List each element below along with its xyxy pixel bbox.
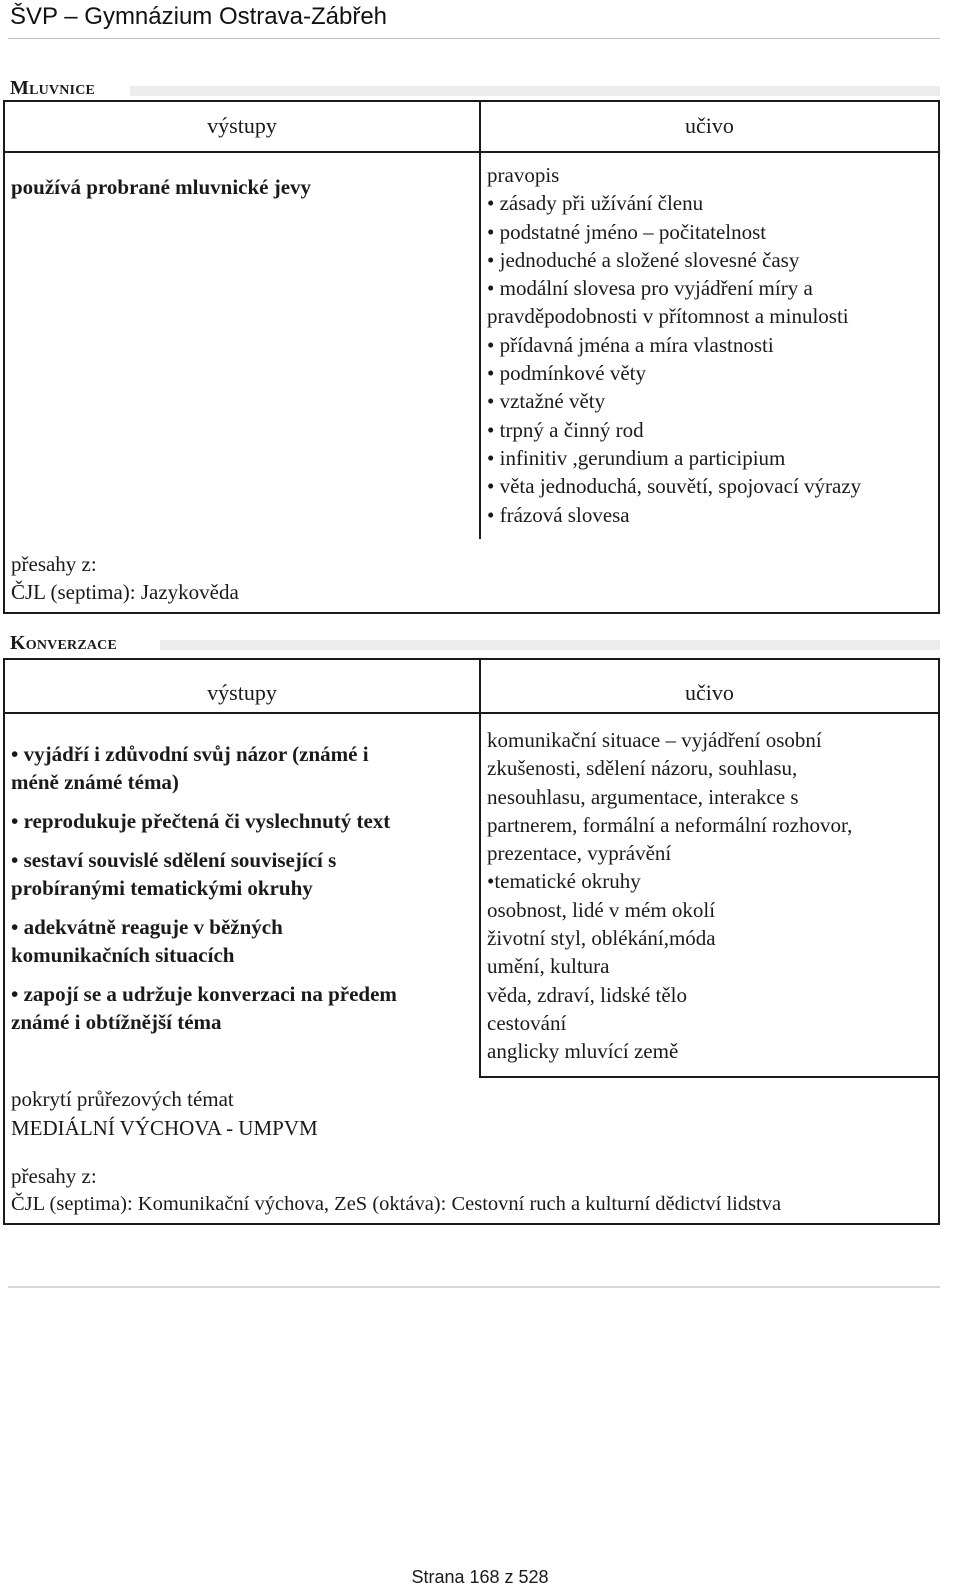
list-item: • vyjádří i zdůvodní svůj názor (známé i méně známé téma) [11,742,369,794]
list-item: • zásady při užívání členu [487,191,704,216]
list-item: zkušenosti, sdělení názoru, souhlasu, [487,756,798,781]
list-item: • podmínkové věty [487,361,647,386]
konverzace-col-vystupy: výstupy [207,680,277,705]
konverzace-pokryti-label: pokrytí průřezových témat [11,1087,234,1111]
section-title-mluvnice: Mluvnice [10,77,96,99]
konverzace-header-divider [5,712,938,714]
list-item: prezentace, vyprávění [487,841,672,866]
konverzace-column-divider [479,660,481,1078]
list-item: • sestaví souvislé sdělení související s probíranými tematickými okruhy [11,848,337,900]
list-item: pravopis [487,163,560,187]
list-item: • podstatné jméno – počitatelnost [487,219,767,244]
header-divider [8,38,940,39]
konverzace-pokryti-text: MEDIÁLNÍ VÝCHOVA - UMPVM [11,1116,318,1140]
list-item: • zapojí se a udržuje konverzaci na předem známé i obtížnější téma [11,982,397,1034]
list-item: • infinitiv ,gerundium a participium [487,445,786,470]
list-item: •tematické okruhy [487,869,641,894]
section-title-bar [130,86,940,96]
konverzace-content-bottom [479,1076,938,1078]
list-item: • modální slovesa pro vyjádření míry a [487,276,813,301]
list-item: • vztažné věty [487,389,606,414]
list-item: pravděpodobnosti v přítomnost a minulosti [487,304,849,329]
list-item: • reprodukuje přečtená či vyslechnutý text [11,809,391,833]
section-title-bar [160,640,940,650]
list-item: věda, zdraví, lidské tělo [487,982,688,1007]
page-number: Strana 168 z 528 [411,1567,549,1587]
list-item: životní styl, oblékání,móda [487,926,716,951]
mluvnice-presahy-label: přesahy z: [11,552,97,576]
list-item: osobnost, lidé v mém okolí [487,897,716,922]
konverzace-content-list [487,726,852,1066]
list-item: cestování [487,1010,567,1035]
konverzace-outcomes [11,740,397,1047]
list-item: anglicky mluvící země [487,1039,679,1064]
konverzace-presahy-text: ČJL (septima): Komunikační výchova, ZeS (oktáva): Cestovní ruch a kulturní dědictví lidstva [11,1193,782,1215]
mluvnice-presahy-text: ČJL (septima): Jazykověda [11,580,239,604]
mluvnice-column-divider [479,102,481,539]
list-item: • trpný a činný rod [487,417,644,442]
konverzace-col-ucivo: učivo [685,680,734,705]
mluvnice-outcome: používá probrané mluvnické jevy [11,175,312,199]
list-item: • adekvátně reaguje v běžných komunikačních situacích [11,915,283,967]
konverzace-presahy-label: přesahy z: [11,1164,97,1188]
mluvnice-content-bottom [479,537,938,539]
list-item: partnerem, formální a neformální rozhovor, [487,812,853,837]
section-title-konverzace: Konverzace [10,632,118,654]
list-item: komunikační situace – vyjádření osobní [487,728,822,752]
list-item: • frázová slovesa [487,502,630,527]
list-item: • přídavná jména a míra vlastnosti [487,332,774,357]
footer-divider [8,1286,940,1288]
mluvnice-col-vystupy: výstupy [207,113,277,138]
mluvnice-content-list [487,161,861,529]
list-item: • věta jednoduchá, souvětí, spojovací výrazy [487,474,862,499]
list-item: umění, kultura [487,954,610,979]
list-item: nesouhlasu, argumentace, interakce s [487,784,799,809]
list-item: • jednoduché a složené slovesné časy [487,247,800,272]
mluvnice-col-ucivo: učivo [685,113,734,138]
document-header-title: ŠVP – Gymnázium Ostrava-Zábřeh [10,3,388,30]
mluvnice-header-divider [5,151,938,153]
